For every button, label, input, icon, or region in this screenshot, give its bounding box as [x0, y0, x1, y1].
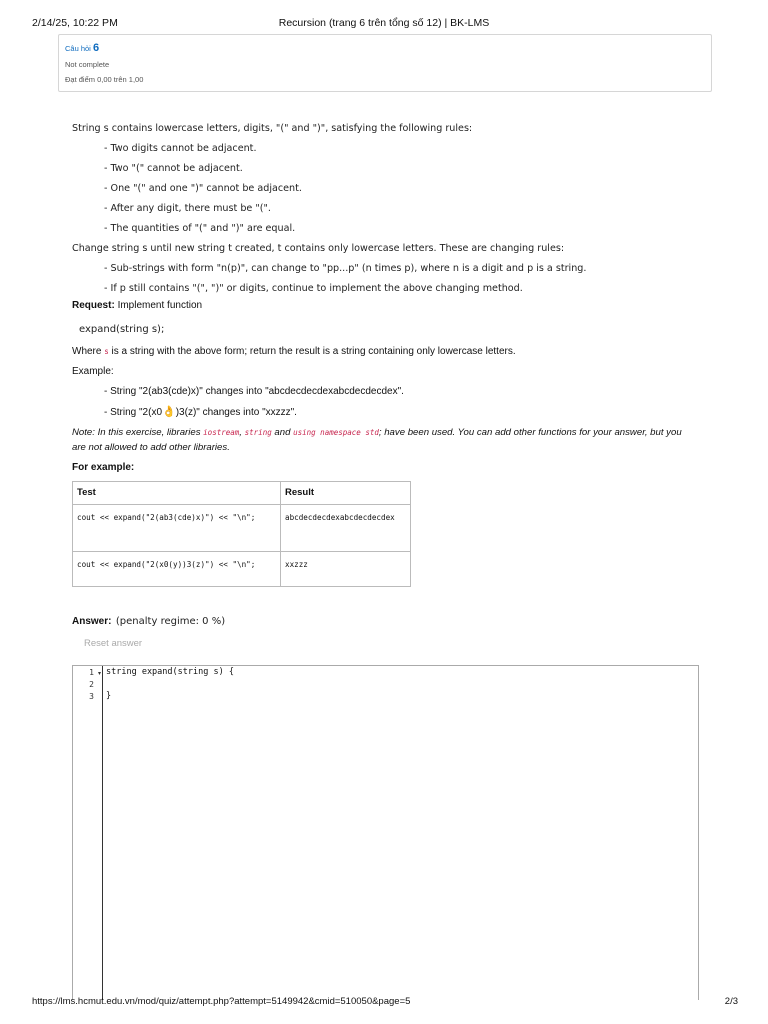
request-line: [72, 299, 692, 319]
table-row: [73, 505, 411, 552]
result-cell: xxzzz: [281, 552, 411, 587]
example-text-suffix: )3(z)" changes into "xxzzz".: [175, 407, 297, 418]
table-header-row: [73, 482, 411, 505]
request-text: Implement function: [117, 300, 203, 311]
print-page-number: 2/3: [724, 996, 738, 1007]
note-separator: ,: [239, 427, 242, 438]
rule-item: - Two "(" cannot be adjacent.: [104, 163, 243, 174]
code-line[interactable]: string expand(string s) {: [106, 667, 234, 677]
question-grade: Đạt điểm 0,00 trên 1,00: [65, 75, 144, 85]
question-status: Not complete: [65, 60, 110, 70]
table-header-test: Test: [73, 482, 281, 505]
question-number-value: 6: [92, 42, 100, 54]
note-and: and: [274, 427, 291, 438]
code-line[interactable]: }: [106, 691, 112, 701]
print-page-title: Recursion (trang 6 trên tổng số 12) | BK-LMS: [278, 17, 490, 29]
code-editor[interactable]: [72, 665, 699, 1000]
note-suffix: ; have been used. You can add other functions for your answer, but you are not allowed to add other libraries.: [72, 427, 682, 453]
example-text: - String "2(ab3(cde)x)" changes into "abcdecdecdexabcdecdecdex".: [104, 386, 404, 397]
example-item: [72, 401, 692, 421]
where-variable: s: [104, 347, 109, 356]
question-label: Câu hỏi: [65, 44, 91, 53]
answer-label: Answer:: [72, 616, 112, 627]
test-cell: cout << expand("2(x0(y))3(z)") << "\n";: [73, 552, 281, 587]
question-info-box: [58, 34, 712, 92]
line-number: 2: [89, 680, 94, 689]
rule-item: - After any digit, there must be "(".: [104, 203, 271, 214]
ok-hand-icon: 👌: [162, 406, 176, 418]
change-intro: Change string s until new string t created, t contains only lowercase letters. These are changing rules:: [72, 243, 565, 254]
note-paragraph: [72, 425, 692, 455]
where-line: [72, 341, 692, 361]
question-text: [72, 119, 692, 651]
test-cases-table: [72, 481, 411, 587]
line-number: 1: [89, 668, 94, 677]
example-label: Example:: [72, 366, 114, 377]
fold-arrow-icon[interactable]: ▾: [97, 671, 101, 677]
table-header-result: Result: [281, 482, 411, 505]
rule-item: - One "(" and one ")" cannot be adjacent.: [104, 183, 302, 194]
function-signature: expand(string s);: [79, 324, 165, 335]
table-row: [73, 552, 411, 587]
where-prefix: Where: [72, 346, 102, 357]
note-prefix: Note: In this exercise, libraries: [72, 427, 201, 438]
note-lib-string: string: [244, 428, 272, 437]
result-cell: abcdecdecdexabcdecdecdex: [281, 505, 411, 552]
rule-item: - Two digits cannot be adjacent.: [104, 143, 257, 154]
where-suffix: is a string with the above form; return the result is a string containing only lowercase letters.: [111, 346, 516, 357]
penalty-regime: (penalty regime: 0 %): [115, 616, 226, 627]
example-item: [72, 381, 692, 401]
print-timestamp: 2/14/25, 10:22 PM: [32, 17, 118, 29]
answer-line: [72, 613, 692, 627]
change-rule-item: - If p still contains "(", ")" or digits, continue to implement the above changing method.: [104, 283, 523, 294]
note-lib-namespace: using namespace std: [293, 428, 379, 437]
question-number: [65, 41, 711, 55]
change-rule-item: - Sub-strings with form "n(p)", can change to "pp...p" (n times p), where n is a digit and p is a string.: [104, 263, 587, 274]
example-text-prefix: - String "2(x0: [104, 407, 163, 418]
print-header: [32, 17, 736, 31]
editor-gutter: [73, 666, 103, 1000]
test-cell: cout << expand("2(ab3(cde)x)") << "\n";: [73, 505, 281, 552]
rule-item: - The quantities of "(" and ")" are equal.: [104, 223, 296, 234]
reset-answer-button[interactable]: Reset answer: [84, 638, 143, 649]
print-footer: [32, 996, 738, 1007]
print-url: https://lms.hcmut.edu.vn/mod/quiz/attempt.php?attempt=5149942&cmid=510050&page=5: [32, 996, 411, 1007]
note-lib-iostream: iostream: [203, 428, 240, 437]
line-number: 3: [89, 692, 94, 701]
problem-intro: String s contains lowercase letters, digits, "(" and ")", satisfying the following rules:: [72, 123, 473, 134]
request-label: Request:: [72, 300, 115, 311]
for-example-label: For example:: [72, 462, 135, 473]
